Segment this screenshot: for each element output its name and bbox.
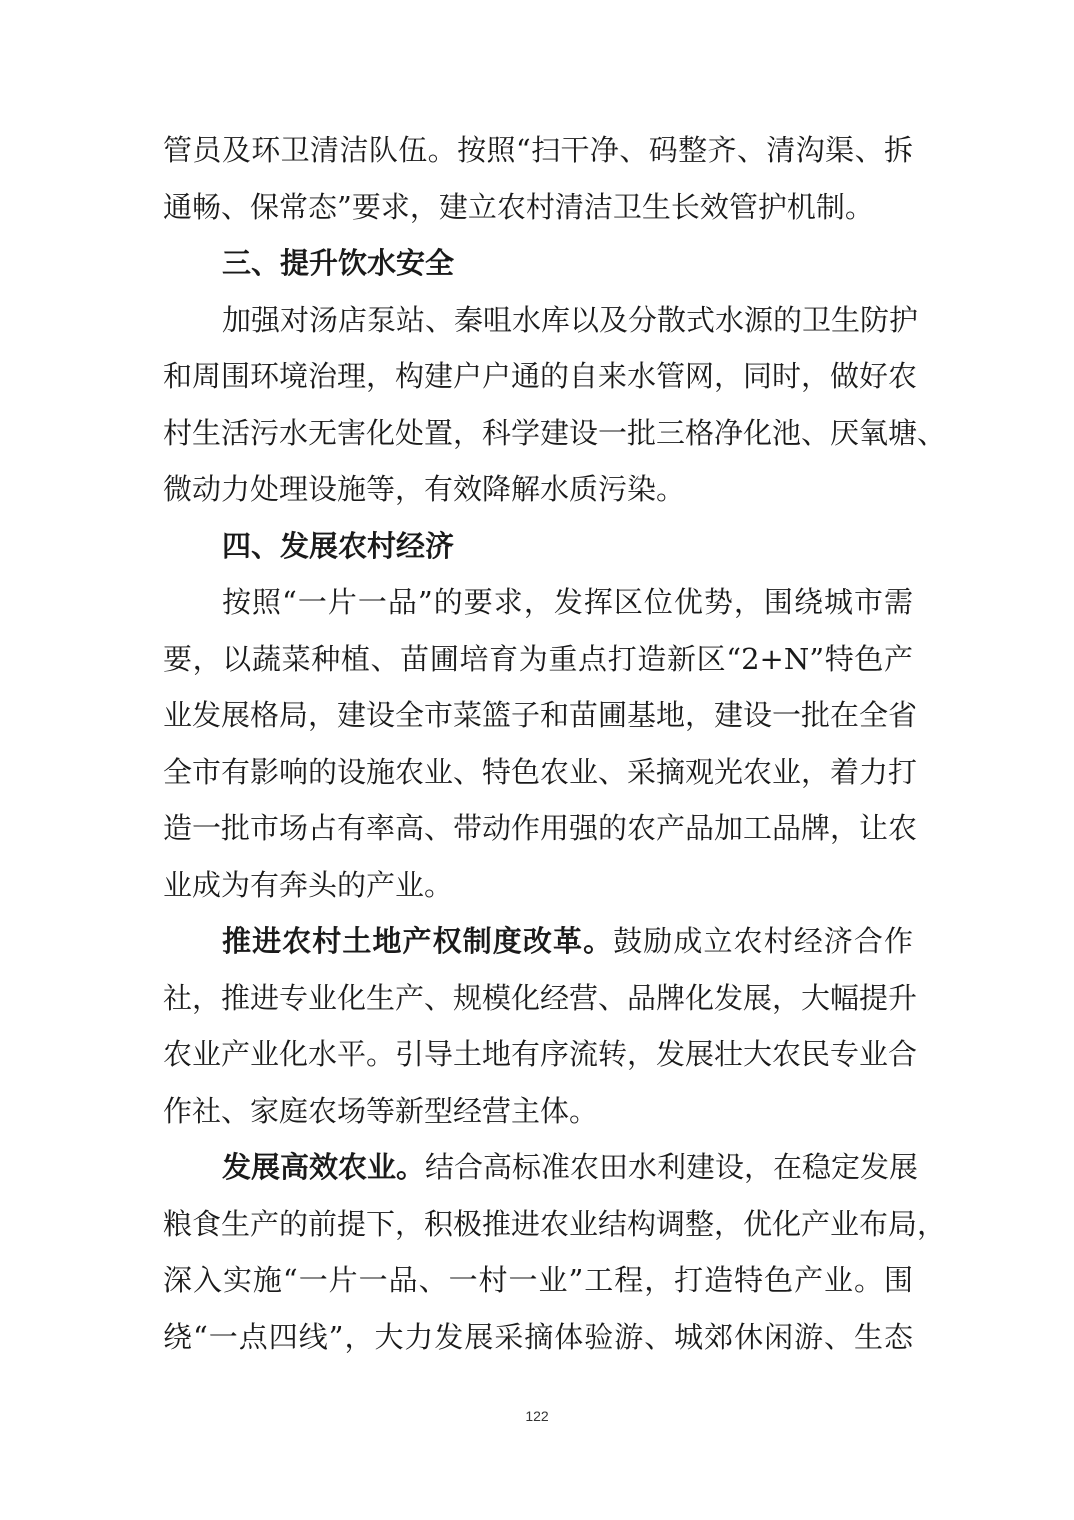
body-text-line: 造一批市场占有率高、带动作用强的农产品加工品牌，让农 — [163, 811, 918, 845]
body-text-line: 微动力处理设施等，有效降解水质污染。 — [163, 472, 686, 506]
body-text-line: 业成为有奔头的产业。 — [163, 868, 454, 902]
body-text-line: 管员及环卫清洁队伍。按照“扫干净、码整齐、清沟渠、拆 — [163, 133, 913, 167]
body-text-line: 要，以蔬菜种植、苗圃培育为重点打造新区“2+N”特色产 — [163, 642, 913, 676]
body-text-line — [222, 1147, 919, 1187]
body-text-line: 按照“一片一品”的要求，发挥区位优势，围绕城市需 — [222, 585, 913, 619]
body-text-line: 绕“一点四线”，大力发展采摘体验游、城郊休闲游、生态 — [163, 1320, 913, 1354]
page-number: 122 — [525, 1408, 549, 1424]
body-text-line: 深入实施“一片一品、一村一业”工程，打造特色产业。围 — [163, 1263, 913, 1297]
bold-lead: 发展高效农业。 — [222, 1150, 426, 1184]
body-text-line — [222, 921, 913, 961]
section-heading: 四、发展农村经济 — [222, 529, 455, 563]
body-text-line: 村生活污水无害化处置，科学建设一批三格净化池、厌氧塘、 — [163, 416, 947, 450]
bold-lead: 推进农村土地产权制度改革。 — [222, 924, 614, 958]
body-text-line: 粮食生产的前提下，积极推进农业结构调整，优化产业布局， — [163, 1207, 947, 1241]
body-text-line: 农业产业化水平。引导土地有序流转，发展壮大农民专业合 — [163, 1037, 918, 1071]
section-heading: 三、提升饮水安全 — [222, 246, 455, 280]
body-text-line: 业发展格局，建设全市菜篮子和苗圃基地，建设一批在全省 — [163, 698, 918, 732]
body-text: 鼓励成立农村经济合作 — [613, 924, 913, 958]
body-text-line: 和周围环境治理，构建户户通的自来水管网，同时，做好农 — [163, 359, 918, 393]
body-text-line: 社，推进专业化生产、规模化经营、品牌化发展，大幅提升 — [163, 981, 918, 1015]
body-text-line: 加强对汤店泵站、秦咀水库以及分散式水源的卫生防护 — [222, 303, 919, 337]
body-text-line: 全市有影响的设施农业、特色农业、采摘观光农业，着力打 — [163, 755, 918, 789]
body-text: 结合高标准农田水利建设，在稳定发展 — [425, 1150, 919, 1184]
body-text-line: 作社、家庭农场等新型经营主体。 — [163, 1094, 599, 1128]
body-text-line: 通畅、保常态”要求，建立农村清洁卫生长效管护机制。 — [163, 190, 874, 224]
